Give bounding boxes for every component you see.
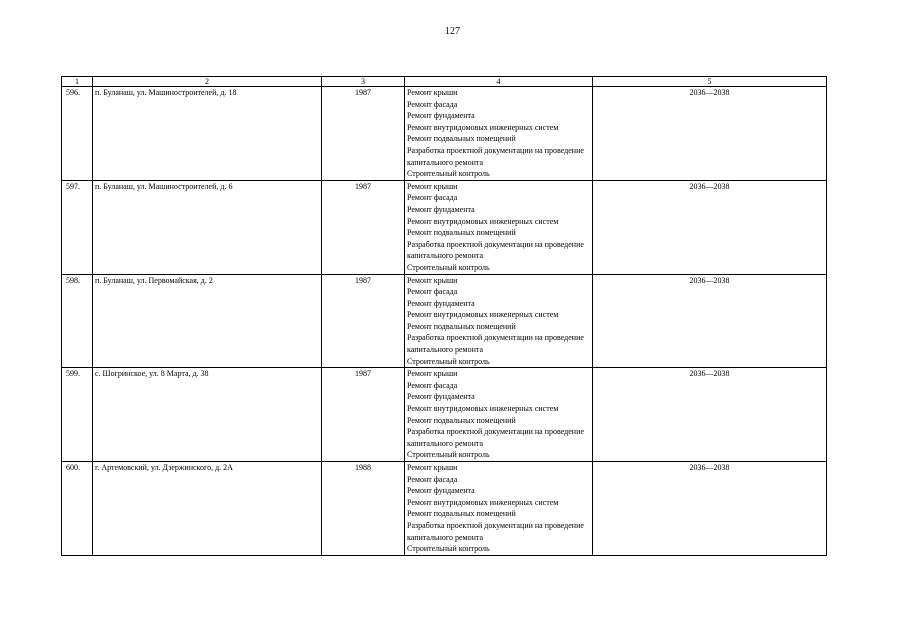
- repair-work-item: Строительный контроль: [407, 356, 490, 366]
- repair-schedule-table: [61, 76, 827, 556]
- repair-work-item: Ремонт фасада: [407, 380, 458, 390]
- repair-work-item: Ремонт внутридомовых инженерных систем: [407, 310, 559, 320]
- repair-work-item: Ремонт фундамента: [407, 392, 475, 402]
- construction-year: 1987: [322, 87, 405, 181]
- header-col-5: 5: [593, 77, 827, 87]
- repair-work-item: Ремонт внутридомовых инженерных систем: [407, 404, 559, 414]
- repair-work-item: Разработка проектной документации на проведение капитального ремонта: [407, 427, 584, 448]
- repair-work-item: Ремонт подвальных помещений: [407, 415, 516, 425]
- table-row: [62, 368, 827, 462]
- construction-year: 1987: [322, 274, 405, 368]
- repair-work-item: Ремонт подвальных помещений: [407, 228, 516, 238]
- construction-year: 1988: [322, 462, 405, 556]
- repair-work-item: Ремонт подвальных помещений: [407, 134, 516, 144]
- repair-work-item: Ремонт фасада: [407, 287, 458, 297]
- repair-work-item: Разработка проектной документации на проведение капитального ремонта: [407, 333, 584, 355]
- table-row: [62, 274, 827, 368]
- building-address: с. Шогринское, ул. 8 Марта, д. 38: [93, 368, 322, 462]
- repair-work-item: Ремонт фундамента: [407, 111, 475, 121]
- row-number: 599.: [62, 368, 93, 462]
- row-number: 600.: [62, 462, 93, 556]
- repair-work-item: Ремонт фасада: [407, 193, 458, 203]
- building-address: п. Буланаш, ул. Первомайская, д. 2: [93, 274, 322, 368]
- repair-period: 2036—2038: [593, 87, 827, 181]
- header-col-2: 2: [93, 77, 322, 87]
- repair-period: 2036—2038: [593, 368, 827, 462]
- repair-works-list: [405, 87, 593, 181]
- repair-work-item: Ремонт подвальных помещений: [407, 321, 516, 331]
- repair-work-item: Ремонт внутридомовых инженерных систем: [407, 122, 559, 132]
- header-col-3: 3: [322, 77, 405, 87]
- repair-work-item: Разработка проектной документации на проведение капитального ремонта: [407, 239, 584, 261]
- construction-year: 1987: [322, 180, 405, 274]
- repair-works-list: [405, 274, 593, 368]
- row-number: 596.: [62, 87, 93, 181]
- repair-work-item: Ремонт фундамента: [407, 298, 475, 308]
- repair-work-item: Ремонт фасада: [407, 99, 458, 109]
- repair-work-item: Разработка проектной документации на проведение капитального ремонта: [407, 520, 584, 542]
- repair-work-item: Разработка проектной документации на проведение капитального ремонта: [407, 145, 584, 167]
- header-col-4: 4: [405, 77, 593, 87]
- row-number: 598.: [62, 274, 93, 368]
- repair-work-item: Ремонт крыши: [407, 369, 458, 379]
- repair-work-item: Ремонт внутридомовых инженерных систем: [407, 497, 559, 507]
- repair-work-item: Строительный контроль: [407, 169, 490, 179]
- construction-year: 1987: [322, 368, 405, 462]
- repair-work-item: Ремонт фундамента: [407, 486, 475, 496]
- repair-work-item: Строительный контроль: [407, 544, 490, 554]
- repair-period: 2036—2038: [593, 274, 827, 368]
- repair-work-item: Ремонт фасада: [407, 474, 458, 484]
- repair-works-list: [405, 180, 593, 274]
- repair-period: 2036—2038: [593, 180, 827, 274]
- building-address: п. Буланаш, ул. Машиностроителей, д. 6: [93, 180, 322, 274]
- repair-period: 2036—2038: [593, 462, 827, 556]
- repair-work-item: Ремонт крыши: [407, 88, 458, 97]
- page-number: 127: [445, 26, 460, 37]
- column-number-row: [62, 77, 827, 87]
- repair-work-item: Ремонт внутридомовых инженерных систем: [407, 216, 559, 226]
- repair-works-list: [405, 368, 593, 462]
- repair-work-item: Строительный контроль: [407, 450, 490, 460]
- header-col-1: 1: [62, 77, 93, 87]
- repair-work-item: Ремонт крыши: [407, 463, 458, 472]
- table-row: [62, 87, 827, 181]
- table-row: [62, 462, 827, 556]
- building-address: п. Буланаш, ул. Машиностроителей, д. 18: [93, 87, 322, 181]
- table-body: [62, 87, 827, 556]
- building-address: г. Артемовский, ул. Дзержинского, д. 2А: [93, 462, 322, 556]
- row-number: 597.: [62, 180, 93, 274]
- repair-works-list: [405, 462, 593, 556]
- repair-work-item: Строительный контроль: [407, 262, 490, 272]
- repair-work-item: Ремонт подвальных помещений: [407, 509, 516, 519]
- repair-work-item: Ремонт крыши: [407, 181, 458, 191]
- table-row: [62, 180, 827, 274]
- repair-work-item: Ремонт крыши: [407, 275, 458, 285]
- repair-work-item: Ремонт фундамента: [407, 204, 475, 214]
